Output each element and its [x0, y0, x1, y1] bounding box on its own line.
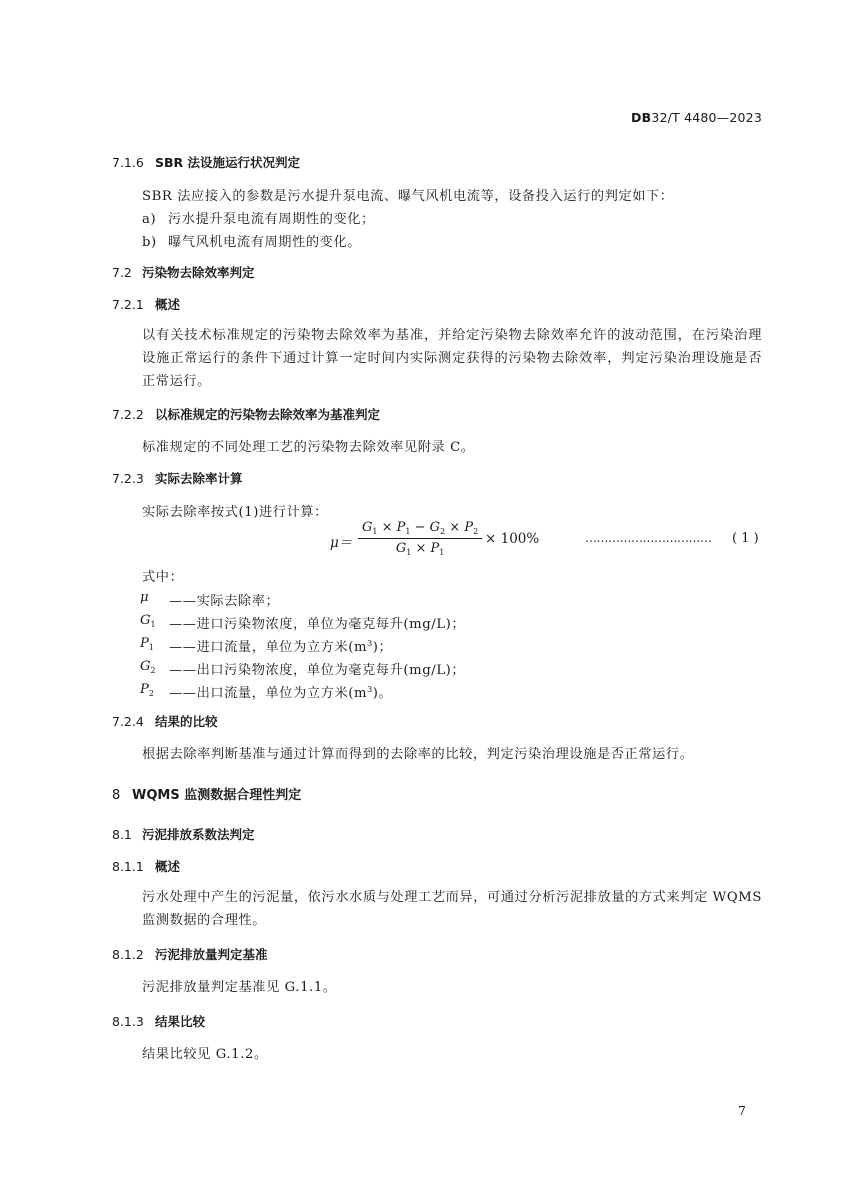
section-heading-7-2-2: 7.2.2 以标准规定的污染物去除效率为基准判定 — [112, 407, 381, 422]
def-symbol-g1: $G_1$ — [140, 613, 156, 629]
formula-numerator: $G_1 \times P_1 - G_2 \times P_2$ — [358, 520, 482, 539]
paragraph-7-1-6-intro: SBR 法应接入的参数是污水提升泵电流、曝气风机电流等，设备投入运行的判定如下： — [142, 189, 674, 204]
section-heading-7-2: 7.2 污染物去除效率判定 — [112, 265, 255, 280]
paragraph-7-2-2: 标准规定的不同处理工艺的污染物去除效率见附录 C。 — [142, 440, 475, 455]
def-text-g2: ——出口污染物浓度，单位为毫克每升(mg/L)； — [169, 663, 466, 678]
formula-lhs: μ＝ — [330, 535, 353, 551]
list-item-a: a) 污水提升泵电流有周期性的变化； — [142, 212, 375, 227]
formula-leader-dots: …………………………… — [585, 531, 712, 545]
paragraph-8-1-3: 结果比较见 G.1.2。 — [142, 1047, 268, 1062]
def-symbol-p2: $P_2$ — [140, 682, 154, 698]
section-heading-8-1: 8.1 污泥排放系数法判定 — [112, 827, 255, 842]
def-text-p2: ——出口流量，单位为立方米$(m^3)$。 — [169, 685, 393, 701]
def-symbol-p1: $P_1$ — [140, 636, 154, 652]
page-number: 7 — [738, 1103, 746, 1118]
paragraph-7-2-3-intro: 实际去除率按式(1)进行计算： — [142, 505, 328, 520]
def-symbol-mu: μ — [140, 590, 149, 605]
formula-number: ( 1 ) — [732, 531, 759, 546]
def-text-mu: ——实际去除率； — [169, 594, 280, 609]
section-heading-7-2-4: 7.2.4 结果的比较 — [112, 714, 218, 729]
def-text-p1: ——进口流量，单位为立方米$(m^3)$； — [169, 639, 393, 655]
where-label: 式中： — [142, 570, 184, 585]
formula-fraction — [358, 520, 482, 557]
paragraph-7-2-1: 以有关技术标准规定的污染物去除效率为基准，并给定污染物去除效率允许的波动范围，在污染治理设施正常运行的条件下通过计算一定时间内实际测定获得的污染物去除效率，判定污染治理设施是否正常运行。 — [142, 328, 762, 389]
section-heading-7-2-3: 7.2.3 实际去除率计算 — [112, 471, 243, 486]
section-heading-7-2-1: 7.2.1 概述 — [112, 297, 181, 312]
section-heading-8: 8 WQMS 监测数据合理性判定 — [112, 788, 302, 803]
paragraph-8-1-1: 污水处理中产生的污泥量，依污水水质与处理工艺而异，可通过分析污泥排放量的方式来判定 WQMS 监测数据的合理性。 — [142, 890, 762, 928]
section-heading-8-1-3: 8.1.3 结果比较 — [112, 1014, 206, 1029]
section-heading-8-1-2: 8.1.2 污泥排放量判定基准 — [112, 947, 268, 962]
def-symbol-g2: $G_2$ — [140, 659, 156, 675]
list-item-b: b) 曝气风机电流有周期性的变化。 — [142, 235, 362, 250]
formula-denominator: $G_1 \times P_1$ — [395, 541, 445, 557]
document-id: DB32/T 4480—2023 — [631, 110, 762, 125]
section-heading-7-1-6: 7.1.6 SBR 法设施运行状况判定 — [112, 155, 301, 170]
paragraph-7-2-4: 根据去除率判断基准与通过计算而得到的去除率的比较，判定污染治理设施是否正常运行。 — [142, 747, 694, 762]
def-text-g1: ——进口污染物浓度，单位为毫克每升(mg/L)； — [169, 617, 466, 632]
section-heading-8-1-1: 8.1.1 概述 — [112, 859, 181, 874]
formula-rhs: × 100% — [485, 531, 540, 547]
paragraph-8-1-2: 污泥排放量判定基准见 G.1.1。 — [142, 980, 337, 995]
